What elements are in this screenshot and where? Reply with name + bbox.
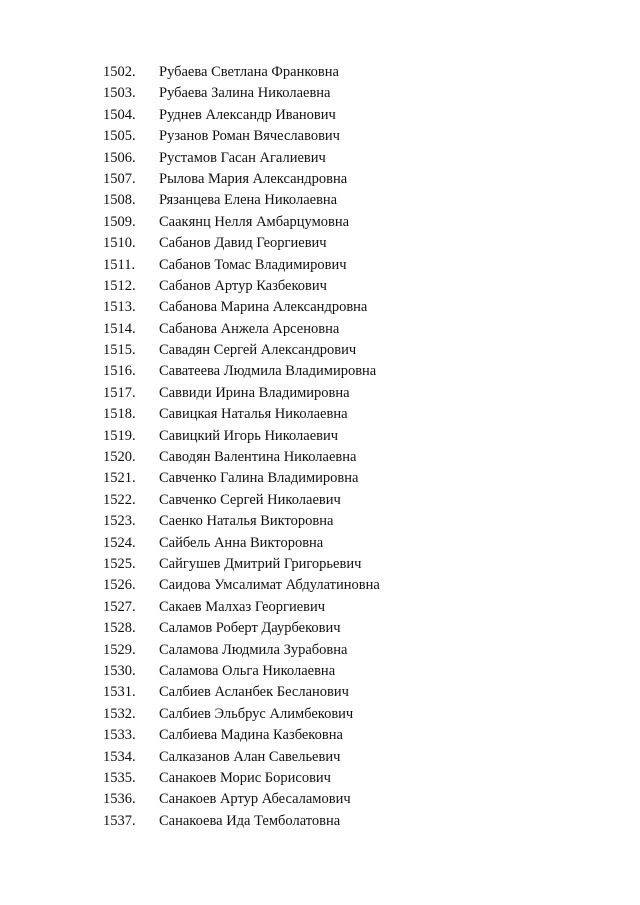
entry-number: 1536. — [103, 791, 136, 808]
entry-name: Саватеева Людмила Владимировна — [159, 363, 377, 380]
entry-number: 1535. — [103, 769, 136, 786]
entry-name: Сабанова Анжела Арсеновна — [159, 320, 340, 337]
entry-number: 1523. — [103, 513, 136, 530]
list-item — [0, 704, 640, 725]
list-item — [0, 768, 640, 789]
list-item — [0, 747, 640, 768]
entry-number: 1507. — [103, 170, 136, 187]
entry-name: Савицкая Наталья Николаевна — [159, 406, 348, 423]
list-item — [0, 212, 640, 233]
entry-number: 1518. — [103, 406, 136, 423]
list-item — [0, 554, 640, 575]
list-item — [0, 661, 640, 682]
entry-name: Санакоев Морис Борисович — [159, 769, 331, 786]
entry-number: 1530. — [103, 662, 136, 679]
entry-name: Салбиев Эльбрус Алимбекович — [159, 705, 354, 722]
list-item — [0, 361, 640, 382]
entry-name: Салбиева Мадина Казбековна — [159, 727, 343, 744]
list-item — [0, 468, 640, 489]
entry-name: Сабанова Марина Александровна — [159, 299, 368, 316]
list-item — [0, 426, 640, 447]
name-list — [0, 62, 640, 832]
entry-number: 1537. — [103, 812, 136, 829]
entry-name: Саламова Ольга Николаевна — [159, 662, 336, 679]
entry-name: Саламова Людмила Зурабовна — [159, 641, 348, 658]
list-item — [0, 255, 640, 276]
entry-name: Сабанов Томас Владимирович — [159, 256, 347, 273]
entry-number: 1520. — [103, 449, 136, 466]
entry-number: 1534. — [103, 748, 136, 765]
list-item — [0, 618, 640, 639]
entry-name: Салбиев Асланбек Бесланович — [159, 684, 349, 701]
list-item — [0, 789, 640, 810]
entry-name: Савадян Сергей Александрович — [159, 342, 357, 359]
entry-name: Рубаева Залина Николаевна — [159, 85, 331, 102]
list-item — [0, 725, 640, 746]
list-item — [0, 340, 640, 361]
list-item — [0, 297, 640, 318]
list-item — [0, 575, 640, 596]
entry-number: 1512. — [103, 277, 136, 294]
entry-number: 1516. — [103, 363, 136, 380]
list-item — [0, 597, 640, 618]
list-item — [0, 276, 640, 297]
entry-name: Рузанов Роман Вячеславович — [159, 128, 340, 145]
list-item — [0, 404, 640, 425]
list-item — [0, 62, 640, 83]
entry-name: Санакоева Ида Темболатовна — [159, 812, 341, 829]
entry-number: 1527. — [103, 598, 136, 615]
list-item — [0, 148, 640, 169]
list-item — [0, 511, 640, 532]
entry-name: Сакаев Малхаз Георгиевич — [159, 598, 326, 615]
list-item — [0, 83, 640, 104]
list-item — [0, 190, 640, 211]
entry-name: Рылова Мария Александровна — [159, 170, 348, 187]
entry-name: Рубаева Светлана Франковна — [159, 64, 339, 80]
entry-number: 1519. — [103, 427, 136, 444]
entry-name: Сабанов Давид Георгиевич — [159, 235, 327, 252]
entry-name: Саакянц Нелля Амбарцумовна — [159, 213, 350, 230]
entry-name: Савченко Сергей Николаевич — [159, 491, 341, 508]
entry-number: 1503. — [103, 85, 136, 102]
list-item — [0, 811, 640, 832]
entry-name: Савченко Галина Владимировна — [159, 470, 359, 487]
entry-number: 1526. — [103, 577, 136, 594]
entry-number: 1522. — [103, 491, 136, 508]
entry-number: 1513. — [103, 299, 136, 316]
entry-name: Рустамов Гасан Агалиевич — [159, 149, 326, 166]
entry-number: 1509. — [103, 213, 136, 230]
entry-number: 1525. — [103, 555, 136, 572]
entry-number: 1528. — [103, 620, 136, 637]
list-item — [0, 126, 640, 147]
entry-name: Саидова Умсалимат Абдулатиновна — [159, 577, 380, 594]
entry-name: Саенко Наталья Викторовна — [159, 513, 334, 530]
list-item — [0, 383, 640, 404]
entry-name: Салказанов Алан Савельевич — [159, 748, 341, 765]
entry-number: 1511. — [103, 256, 136, 273]
list-item — [0, 640, 640, 661]
entry-name: Сайгушев Дмитрий Григорьевич — [159, 555, 362, 572]
entry-name: Саввиди Ирина Владимировна — [159, 384, 350, 401]
entry-name: Сабанов Артур Казбекович — [159, 277, 327, 294]
entry-number: 1517. — [103, 384, 136, 401]
entry-number: 1506. — [103, 149, 136, 166]
entry-number: 1508. — [103, 192, 136, 209]
entry-number: 1510. — [103, 235, 136, 252]
entry-number: 1533. — [103, 727, 136, 744]
entry-name: Санакоев Артур Абесаламович — [159, 791, 351, 808]
entry-number: 1505. — [103, 128, 136, 145]
list-item — [0, 233, 640, 254]
entry-number: 1531. — [103, 684, 136, 701]
list-item — [0, 169, 640, 190]
entry-name: Саводян Валентина Николаевна — [159, 449, 357, 466]
list-item — [0, 682, 640, 703]
entry-name: Рязанцева Елена Николаевна — [159, 192, 338, 209]
entry-name: Сайбель Анна Викторовна — [159, 534, 324, 551]
list-item — [0, 319, 640, 340]
list-item — [0, 490, 640, 511]
entry-number: 1514. — [103, 320, 136, 337]
entry-number: 1529. — [103, 641, 136, 658]
entry-number: 1521. — [103, 470, 136, 487]
list-item — [0, 105, 640, 126]
list-item — [0, 447, 640, 468]
entry-number: 1502. — [103, 64, 136, 80]
entry-name: Саламов Роберт Даурбекович — [159, 620, 341, 637]
list-item — [0, 533, 640, 554]
entry-number: 1515. — [103, 342, 136, 359]
entry-name: Руднев Александр Иванович — [159, 106, 336, 123]
entry-number: 1504. — [103, 106, 136, 123]
entry-number: 1524. — [103, 534, 136, 551]
entry-name: Савицкий Игорь Николаевич — [159, 427, 339, 444]
entry-number: 1532. — [103, 705, 136, 722]
